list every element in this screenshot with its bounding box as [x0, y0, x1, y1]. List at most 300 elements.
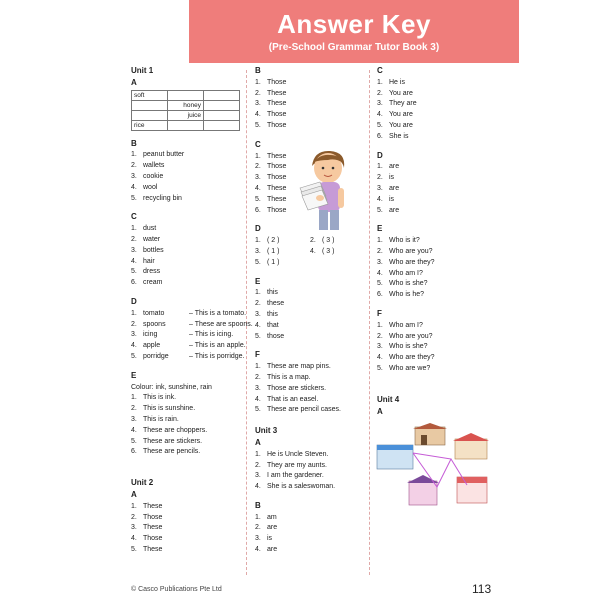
answer-list [131, 502, 241, 556]
item-number: 2. [131, 235, 137, 243]
boy-with-books-illustration [298, 146, 358, 236]
list-item [255, 362, 365, 373]
list-item [255, 332, 365, 343]
item-text: You are [389, 89, 413, 97]
list-item [377, 89, 487, 100]
list-item [131, 513, 241, 524]
list-item [131, 278, 241, 289]
section-heading: D [131, 296, 137, 306]
list-item [255, 236, 310, 247]
item-number: 1. [255, 363, 261, 371]
list-item [255, 89, 365, 100]
list-item [131, 183, 241, 194]
grid-cell: rice [132, 120, 168, 130]
item-number: 2. [255, 163, 261, 171]
list-item [255, 310, 365, 321]
item-number: 1. [255, 237, 261, 245]
item-number: 6. [377, 291, 383, 299]
item-text: Who are you? [389, 247, 433, 255]
section-heading: B [255, 66, 261, 75]
unit-heading: Unit 3 [255, 426, 278, 436]
item-number: 5. [377, 206, 383, 214]
item-text: Who is she? [389, 280, 428, 288]
item-text: ( 1 ) [267, 247, 280, 255]
item-number: 3. [255, 310, 261, 318]
item-number: 5. [255, 121, 261, 129]
item-number: 5. [255, 406, 261, 414]
item-text: This is ink. [143, 394, 177, 402]
list-item [255, 395, 365, 406]
item-text: this [267, 310, 278, 318]
section-heading: E [131, 370, 137, 380]
item-text: These [143, 524, 163, 532]
grid-cell: honey [168, 100, 204, 110]
item-number: 1. [131, 309, 137, 317]
map-matching-illustration [375, 423, 493, 511]
list-item [377, 258, 487, 269]
list-item [255, 110, 365, 121]
item-number: 4. [131, 183, 137, 191]
answer-list [255, 450, 365, 493]
item-number: 3. [131, 172, 137, 180]
item-text: Who are they? [389, 258, 435, 266]
item-number: 3. [255, 384, 261, 392]
item-number: 5. [131, 194, 137, 202]
item-number: 1. [255, 513, 261, 521]
list-item [377, 364, 487, 375]
list-item [377, 247, 487, 258]
item-number: 4. [131, 535, 137, 543]
item-text: are [267, 546, 278, 554]
item-text: Who is he? [389, 291, 425, 299]
item-number: 3. [131, 415, 137, 423]
copyright-text: © Casco Publications Pte Ltd [131, 586, 222, 593]
item-number: 3. [255, 472, 261, 480]
column-2 [255, 66, 365, 556]
section-heading: B [255, 500, 261, 510]
list-item [255, 534, 365, 545]
word-grid [131, 90, 240, 131]
item-text: Who is she? [389, 343, 428, 351]
item-number: 3. [131, 524, 137, 532]
list-item [255, 471, 365, 482]
item-number: 5. [255, 195, 261, 203]
answer-list [377, 321, 487, 375]
grid-cell [168, 120, 204, 130]
section-heading: A [255, 437, 261, 447]
item-text: dust [143, 225, 157, 233]
list-item [131, 404, 241, 415]
item-text: You are [389, 111, 413, 119]
item-text: ( 1 ) [267, 258, 280, 266]
item-text: These [143, 502, 163, 510]
item-text: She is [389, 132, 409, 140]
item-number: 2. [131, 405, 137, 413]
column-divider [369, 70, 370, 575]
item-text: These [267, 100, 287, 108]
item-text: is [267, 535, 273, 543]
list-item [131, 545, 241, 556]
item-text: Who am I? [389, 269, 423, 277]
item-text: ( 3 ) [322, 247, 335, 255]
section-heading: A [131, 77, 137, 87]
list-item [131, 352, 245, 363]
item-number: 3. [255, 100, 261, 108]
item-text: Those [267, 121, 287, 129]
item-sentence: – This is a tomato. [189, 309, 247, 317]
list-item [255, 288, 365, 299]
item-number: 4. [377, 195, 383, 203]
item-text: Those [267, 111, 287, 119]
list-item [377, 236, 487, 247]
section-heading: C [377, 66, 383, 75]
item-text: cream [143, 279, 163, 287]
unit-heading: Unit 1 [131, 66, 154, 75]
item-text: These [267, 195, 287, 203]
item-text: These [143, 545, 163, 553]
list-row [255, 247, 365, 258]
list-item [377, 195, 487, 206]
answer-list [255, 78, 365, 132]
item-number: 4. [255, 321, 261, 329]
item-number: 1. [131, 502, 137, 510]
list-item [131, 257, 241, 268]
item-number: 1. [255, 450, 261, 458]
list-item [377, 269, 487, 280]
item-text: These are pencils. [143, 448, 201, 456]
item-text: Those [267, 163, 287, 171]
item-text: are [267, 524, 278, 532]
item-text: These are pencil cases. [267, 406, 341, 414]
item-number: 5. [255, 258, 261, 266]
list-item [255, 299, 365, 310]
item-text: They are [389, 100, 417, 108]
item-number: 1. [255, 152, 261, 160]
item-text: This is rain. [143, 415, 179, 423]
item-text: Who is it? [389, 237, 420, 245]
list-row [255, 236, 365, 247]
grid-cell [204, 120, 240, 130]
item-number: 1. [377, 78, 383, 86]
item-number: 3. [131, 246, 137, 254]
section-heading: D [377, 150, 383, 160]
item-number: 4. [310, 247, 316, 255]
grid-cell [168, 90, 204, 100]
list-item [131, 246, 241, 257]
item-number: 6. [255, 206, 261, 214]
list-item [255, 373, 365, 384]
item-number: 4. [377, 269, 383, 277]
item-number: 4. [255, 184, 261, 192]
item-sentence: – This is porridge. [189, 352, 245, 360]
item-text: These are stickers. [143, 437, 203, 445]
list-item [131, 320, 253, 331]
page-number: 113 [472, 582, 492, 596]
item-number: 3. [377, 184, 383, 192]
item-text: This is a map. [267, 373, 311, 381]
item-text: These [267, 89, 287, 97]
item-text: He is [389, 78, 405, 86]
grid-cell [204, 100, 240, 110]
grid-cell [132, 100, 168, 110]
item-number: 2. [255, 461, 261, 469]
item-text: Who am I? [389, 321, 423, 329]
list-item [377, 173, 487, 184]
list-item [377, 342, 487, 353]
grid-cell [204, 90, 240, 100]
list-item [131, 194, 241, 205]
item-sentence: – These are spoons. [189, 320, 253, 328]
section-heading: E [255, 276, 261, 286]
item-number: 1. [255, 78, 261, 86]
item-text: You are [389, 121, 413, 129]
item-number: 1. [131, 394, 137, 402]
item-text: peanut butter [143, 151, 185, 159]
item-text: Who are we? [389, 364, 431, 372]
item-number: 5. [131, 437, 137, 445]
item-number: 5. [255, 332, 261, 340]
answer-list [131, 150, 241, 204]
list-item [131, 426, 241, 437]
answer-list [377, 78, 487, 143]
list-item [377, 290, 487, 301]
item-number: 4. [255, 546, 261, 554]
item-number: 2. [255, 373, 261, 381]
item-text: are [389, 184, 400, 192]
item-number: 2. [255, 89, 261, 97]
list-item [131, 502, 241, 513]
item-text: are [389, 163, 400, 171]
item-number: 2. [131, 162, 137, 170]
item-text: bottles [143, 246, 164, 254]
answer-list-two-part [131, 309, 253, 363]
section-heading: E [377, 224, 383, 234]
item-text: Those [267, 78, 287, 86]
list-item [131, 172, 241, 183]
item-number: 2. [310, 237, 316, 245]
item-number: 4. [131, 426, 137, 434]
section-heading: C [131, 212, 137, 222]
list-item [255, 384, 365, 395]
item-number: 1. [255, 289, 261, 297]
list-item [255, 321, 365, 332]
item-word: porridge [143, 352, 169, 360]
list-item [131, 150, 241, 161]
item-number: 3. [377, 100, 383, 108]
list-item [377, 279, 487, 290]
list-item [377, 110, 487, 121]
item-number: 3. [255, 247, 261, 255]
list-item [131, 330, 241, 341]
answer-list [131, 393, 241, 458]
item-number: 3. [131, 331, 137, 339]
list-item [131, 447, 241, 458]
item-word: apple [143, 342, 161, 350]
item-number: 4. [131, 257, 137, 265]
item-text: are [389, 206, 400, 214]
list-item [255, 247, 310, 258]
grid-cell [132, 110, 168, 120]
section-heading: D [255, 224, 261, 234]
item-text: She is a saleswoman. [267, 483, 336, 491]
item-text: dress [143, 268, 161, 276]
section-heading: C [255, 139, 261, 149]
item-text: this [267, 289, 278, 297]
item-word: tomato [143, 309, 165, 317]
item-text: hair [143, 257, 155, 265]
item-number: 2. [255, 524, 261, 532]
item-number: 2. [131, 513, 137, 521]
item-text: They are my aunts. [267, 461, 327, 469]
list-item [377, 353, 487, 364]
item-number: 4. [255, 483, 261, 491]
list-item [131, 161, 241, 172]
item-text: Those [143, 535, 163, 543]
item-number: 5. [377, 364, 383, 372]
list-item [131, 534, 241, 545]
list-item [377, 321, 487, 332]
item-text: those [267, 332, 285, 340]
list-item [310, 236, 365, 247]
list-item [131, 393, 241, 404]
list-item [131, 341, 246, 352]
item-number: 2. [377, 332, 383, 340]
item-number: 2. [377, 89, 383, 97]
item-number: 4. [377, 354, 383, 362]
list-item [131, 309, 247, 320]
list-item [131, 224, 241, 235]
item-number: 3. [377, 343, 383, 351]
item-number: 4. [377, 111, 383, 119]
grid-cell: soft [132, 90, 168, 100]
item-text: That is an easel. [267, 395, 319, 403]
item-number: 6. [131, 279, 137, 287]
item-text: Those [143, 513, 163, 521]
answer-list-pairs [255, 236, 365, 268]
column-3 [377, 66, 487, 418]
item-text: Those are stickers. [267, 384, 327, 392]
list-item [255, 545, 365, 556]
item-text: These [267, 184, 287, 192]
section-heading: F [255, 350, 260, 360]
item-number: 2. [255, 300, 261, 308]
item-text: ( 2 ) [267, 237, 280, 245]
list-item [131, 523, 241, 534]
list-item [131, 437, 241, 448]
item-text: These are choppers. [143, 426, 208, 434]
item-number: 2. [377, 174, 383, 182]
item-text: These are map pins. [267, 363, 331, 371]
item-text: ( 3 ) [322, 237, 335, 245]
list-item [131, 267, 241, 278]
item-number: 5. [131, 268, 137, 276]
list-item [377, 184, 487, 195]
item-number: 5. [377, 121, 383, 129]
item-text: I am the gardener. [267, 472, 324, 480]
answer-list [377, 162, 487, 216]
list-item [131, 235, 241, 246]
list-item [255, 99, 365, 110]
item-number: 1. [377, 163, 383, 171]
list-item [255, 513, 365, 524]
item-number: 1. [131, 151, 137, 159]
item-text: Who are they? [389, 354, 435, 362]
item-number: 4. [255, 111, 261, 119]
answer-list [255, 288, 365, 342]
grid-cell [204, 110, 240, 120]
column-1 [131, 66, 253, 556]
section-heading: F [377, 308, 382, 318]
item-number: 4. [131, 342, 137, 350]
item-text: that [267, 321, 279, 329]
list-item [255, 258, 313, 269]
item-text: He is Uncle Steven. [267, 450, 329, 458]
list-item [377, 99, 487, 110]
answer-list [255, 362, 365, 416]
answer-list [131, 224, 241, 289]
item-word: icing [143, 331, 158, 339]
page-subtitle: (Pre-School Grammar Tutor Book 3) [268, 42, 440, 53]
item-text: Those [267, 174, 287, 182]
item-text: Who are you? [389, 332, 433, 340]
item-text: These [267, 152, 287, 160]
item-number: 3. [255, 535, 261, 543]
item-number: 5. [377, 280, 383, 288]
list-item [377, 132, 487, 143]
list-item [255, 523, 365, 534]
item-number: 1. [377, 237, 383, 245]
item-number: 6. [131, 448, 137, 456]
list-item [255, 405, 365, 416]
item-text: wallets [143, 162, 165, 170]
item-text: recycling bin [143, 194, 182, 202]
item-number: 2. [131, 320, 137, 328]
item-text: is [389, 174, 395, 182]
item-number: 6. [377, 132, 383, 140]
answer-list [255, 513, 365, 556]
item-number: 5. [131, 352, 137, 360]
list-row [255, 258, 365, 269]
item-text: Those [267, 206, 287, 214]
item-text: This is sunshine. [143, 405, 196, 413]
item-number: 2. [377, 247, 383, 255]
list-item [377, 162, 487, 173]
item-number: 3. [255, 174, 261, 182]
item-text: cookie [143, 172, 164, 180]
item-number: 1. [377, 321, 383, 329]
unit-heading: Unit 2 [131, 478, 154, 488]
answer-list [377, 236, 487, 301]
item-number: 4. [255, 395, 261, 403]
list-item [255, 461, 365, 472]
item-number: 5. [131, 545, 137, 553]
grid-cell: juice [168, 110, 204, 120]
list-item [377, 206, 487, 217]
list-item [377, 78, 487, 89]
answer-key-header [189, 0, 519, 63]
unit-heading: Unit 4 [377, 394, 400, 404]
list-item [377, 332, 487, 343]
list-item [310, 247, 365, 258]
list-item [255, 482, 365, 493]
section-heading: B [131, 138, 137, 148]
item-text: am [267, 513, 277, 521]
item-text: these [267, 300, 285, 308]
list-item [255, 78, 365, 89]
item-text: water [143, 235, 161, 243]
page-title: Answer Key [277, 9, 431, 39]
item-text: is [389, 195, 395, 203]
